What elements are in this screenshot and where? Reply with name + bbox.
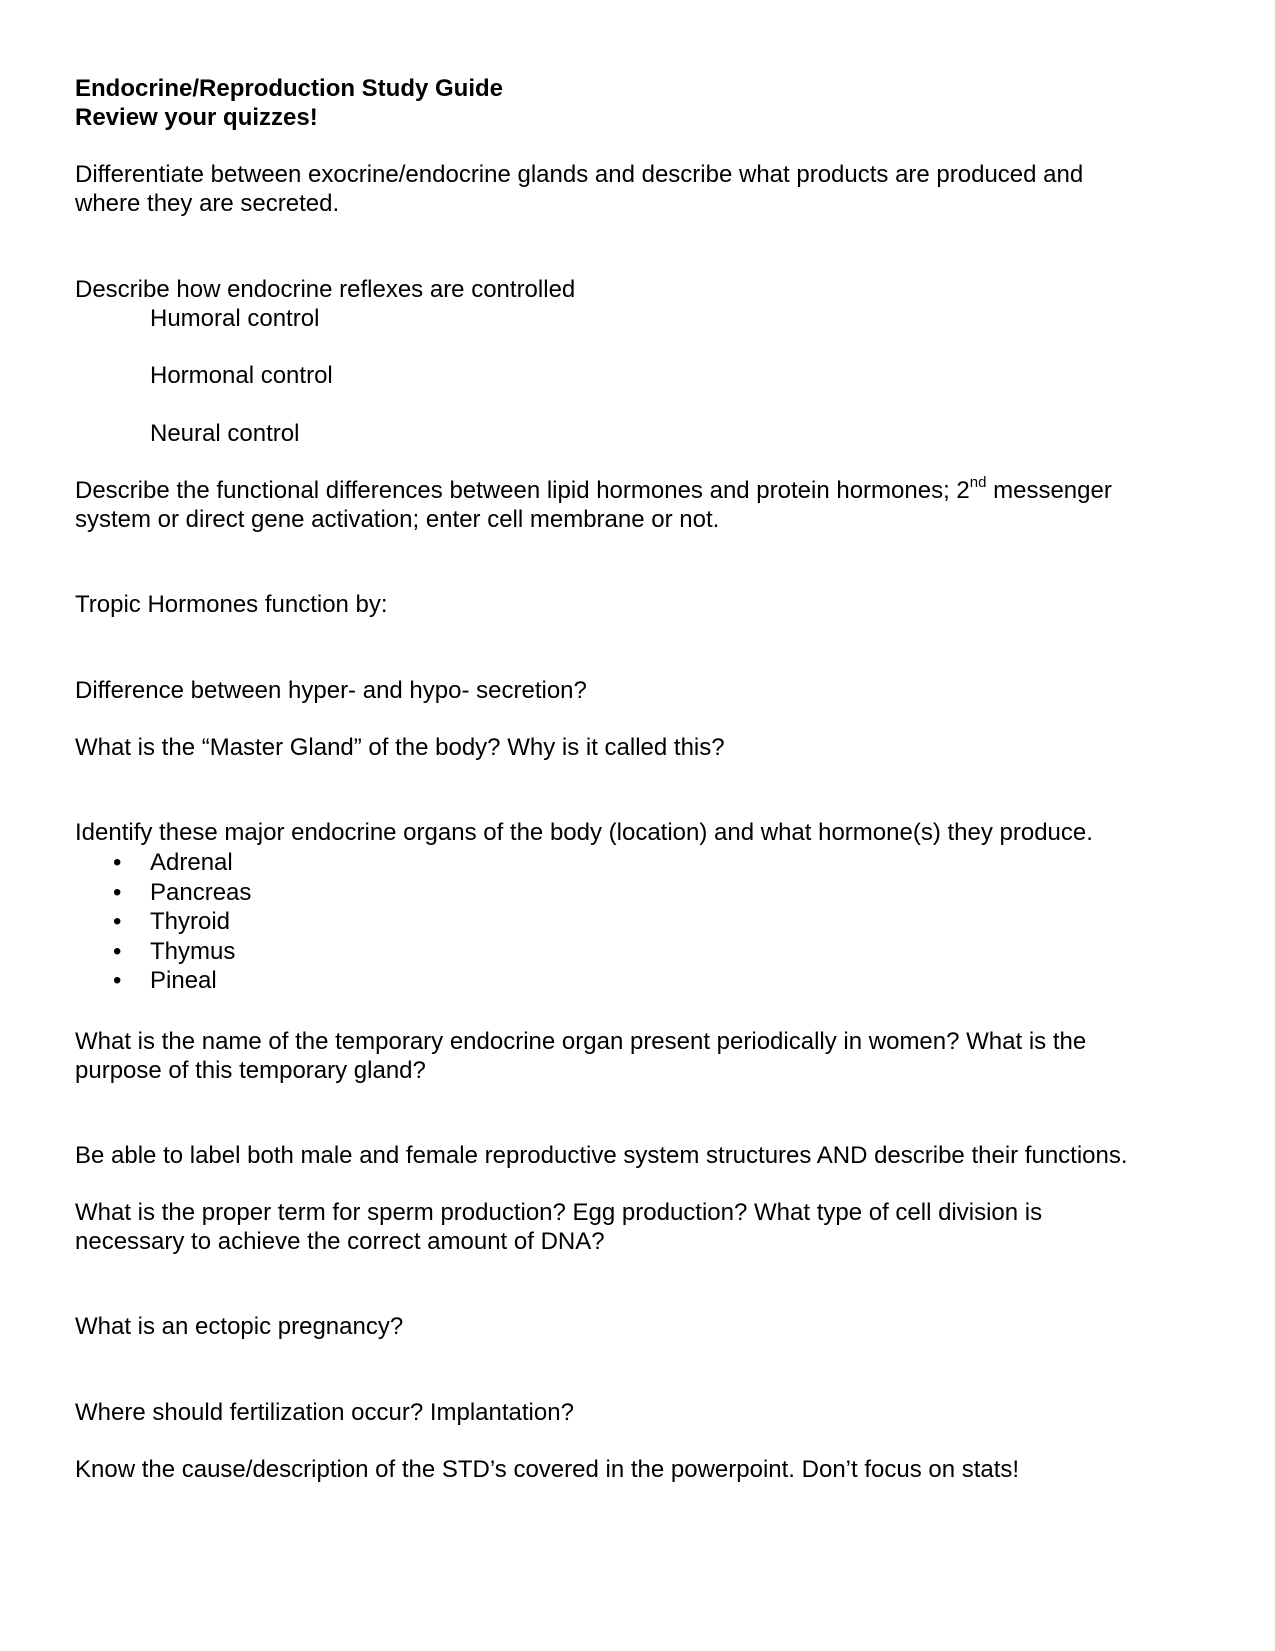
page-title: Endocrine/Reproduction Study Guide xyxy=(75,75,504,102)
question-temporary-organ-line-2: purpose of this temporary gland? xyxy=(75,1057,426,1084)
bullet-icon: • xyxy=(113,908,122,935)
question-hormone-differences-line-2: system or direct gene activation; enter cell membrane or not. xyxy=(75,506,720,533)
ordinal-superscript: nd xyxy=(969,474,987,491)
organ-thymus: Thymus xyxy=(150,938,236,965)
question-gametogenesis-line-2: necessary to achieve the correct amount of DNA? xyxy=(75,1228,605,1255)
organ-pineal: Pineal xyxy=(150,967,217,994)
hormone-diff-text-a: Describe the functional differences between lipid hormones and protein hormones; 2 xyxy=(75,477,970,504)
question-exocrine-line-2: where they are secreted. xyxy=(75,190,340,217)
organ-thyroid: Thyroid xyxy=(150,908,231,935)
organ-pancreas: Pancreas xyxy=(150,879,252,906)
question-fertilization: Where should fertilization occur? Implantation? xyxy=(75,1399,574,1426)
question-std: Know the cause/description of the STD’s covered in the powerpoint. Don’t focus on stats! xyxy=(75,1456,1020,1483)
question-hormone-differences-line-1 xyxy=(75,476,1112,505)
bullet-icon: • xyxy=(113,938,122,965)
control-item-hormonal: Hormonal control xyxy=(150,362,333,389)
organ-adrenal: Adrenal xyxy=(150,849,233,876)
control-item-humoral: Humoral control xyxy=(150,305,320,332)
question-ectopic-pregnancy: What is an ectopic pregnancy? xyxy=(75,1313,404,1340)
question-master-gland: What is the “Master Gland” of the body? Why is it called this? xyxy=(75,734,725,761)
question-endocrine-organs: Identify these major endocrine organs of the body (location) and what hormone(s) they produce. xyxy=(75,819,1093,846)
question-tropic-hormones: Tropic Hormones function by: xyxy=(75,591,388,618)
bullet-icon: • xyxy=(113,849,122,876)
control-item-neural: Neural control xyxy=(150,420,300,447)
bullet-icon: • xyxy=(113,879,122,906)
question-gametogenesis-line-1: What is the proper term for sperm production? Egg production? What type of cell division is xyxy=(75,1199,1043,1226)
question-reproductive-structures: Be able to label both male and female reproductive system structures AND describe their functions. xyxy=(75,1142,1128,1169)
page-subtitle: Review your quizzes! xyxy=(75,104,318,131)
bullet-icon: • xyxy=(113,967,122,994)
hormone-diff-text-b: messenger xyxy=(986,477,1112,504)
question-temporary-organ-line-1: What is the name of the temporary endocrine organ present periodically in women? What is the xyxy=(75,1028,1087,1055)
question-hyper-hypo: Difference between hyper- and hypo- secretion? xyxy=(75,677,587,704)
question-exocrine-line-1: Differentiate between exocrine/endocrine glands and describe what products are produced and xyxy=(75,161,1084,188)
question-reflex-control: Describe how endocrine reflexes are controlled xyxy=(75,276,576,303)
